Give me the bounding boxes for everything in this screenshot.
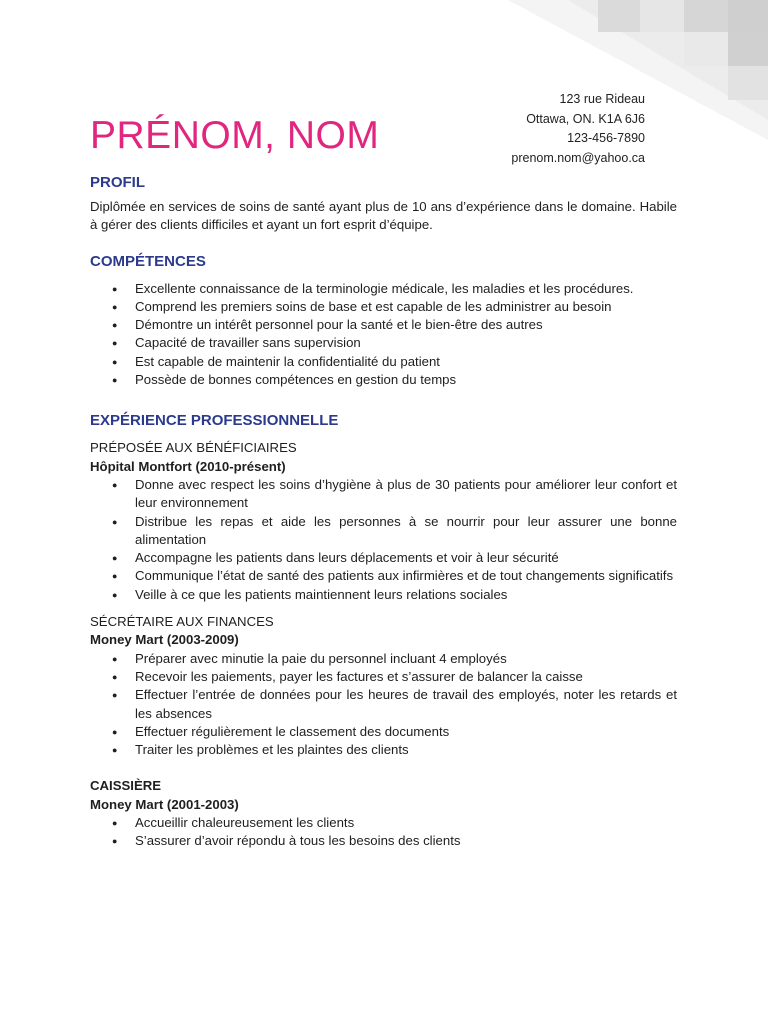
job-duties-list bbox=[90, 814, 677, 851]
list-item: ● Communique l’état de santé des patients aux infirmières et de tout changements significatifs bbox=[90, 567, 677, 585]
list-item: ● Accueillir chaleureusement les clients bbox=[90, 814, 677, 832]
experience-heading: EXPÉRIENCE PROFESSIONNELLE bbox=[90, 412, 339, 430]
list-item: ● Distribue les repas et aide les personnes à se nourrir pour leur assurer une bonne alimentation bbox=[90, 513, 677, 550]
list-item: ● Traiter les problèmes et les plaintes des clients bbox=[90, 741, 677, 759]
list-item: ● Recevoir les paiements, payer les factures et s’assurer de balancer la caisse bbox=[90, 668, 677, 686]
resume-body bbox=[90, 173, 677, 851]
list-item: ● S’assurer d’avoir répondu à tous les besoins des clients bbox=[90, 832, 677, 850]
email-address: prenom.nom@yahoo.ca bbox=[511, 150, 645, 165]
phone-number: 123-456-7890 bbox=[567, 131, 645, 145]
job-title: SÉCRÉTAIRE AUX FINANCES bbox=[90, 614, 274, 630]
list-item: ● Excellente connaissance de la terminologie médicale, les maladies et les procédures. bbox=[90, 280, 677, 298]
list-item: ● Possède de bonnes compétences en gestion du temps bbox=[90, 371, 677, 389]
job-entry bbox=[90, 439, 677, 604]
profile-text: Diplômée en services de soins de santé ayant plus de 10 ans d’expérience dans le domaine. Habile à gérer des clients difficiles et ayant un fort esprit d’équipe. bbox=[90, 199, 677, 233]
skills-list bbox=[90, 280, 677, 390]
job-duties-list bbox=[90, 650, 677, 760]
job-company: Money Mart (2003-2009) bbox=[90, 632, 239, 648]
list-item: ● Effectuer régulièrement le classement des documents bbox=[90, 723, 677, 741]
address-line-2: Ottawa, ON. K1A 6J6 bbox=[526, 111, 645, 126]
list-item: ● Préparer avec minutie la paie du personnel incluant 4 employés bbox=[90, 650, 677, 668]
address-line-1: 123 rue Rideau bbox=[559, 92, 645, 106]
list-item: ● Démontre un intérêt personnel pour la santé et le bien-être des autres bbox=[90, 316, 677, 334]
candidate-name: PRÉNOM, NOM bbox=[90, 114, 380, 157]
list-item: ● Accompagne les patients dans leurs déplacements et voir à leur sécurité bbox=[90, 549, 677, 567]
job-title: CAISSIÈRE bbox=[90, 778, 162, 794]
list-item: ● Est capable de maintenir la confidentialité du patient bbox=[90, 353, 677, 371]
list-item: ● Comprend les premiers soins de base et est capable de les administrer au besoin bbox=[90, 298, 677, 316]
list-item: ● Veille à ce que les patients maintiennent leurs relations sociales bbox=[90, 586, 677, 604]
job-entry bbox=[90, 613, 677, 759]
skills-heading: COMPÉTENCES bbox=[90, 252, 206, 270]
list-item: ● Donne avec respect les soins d’hygiène à plus de 30 patients pour améliorer leur confort et leur environnement bbox=[90, 476, 677, 513]
job-company: Money Mart (2001-2003) bbox=[90, 796, 239, 812]
list-item: ● Effectuer l’entrée de données pour les heures de travail des employés, noter les retards et les absences bbox=[90, 686, 677, 723]
list-item: ● Capacité de travailler sans supervision bbox=[90, 334, 677, 352]
job-entry bbox=[90, 777, 677, 850]
contact-block bbox=[511, 90, 645, 168]
job-company: Hôpital Montfort (2010-présent) bbox=[90, 458, 286, 474]
job-duties-list bbox=[90, 476, 677, 604]
job-title: PRÉPOSÉE AUX BÉNÉFICIAIRES bbox=[90, 440, 297, 456]
profile-heading: PROFIL bbox=[90, 174, 145, 191]
